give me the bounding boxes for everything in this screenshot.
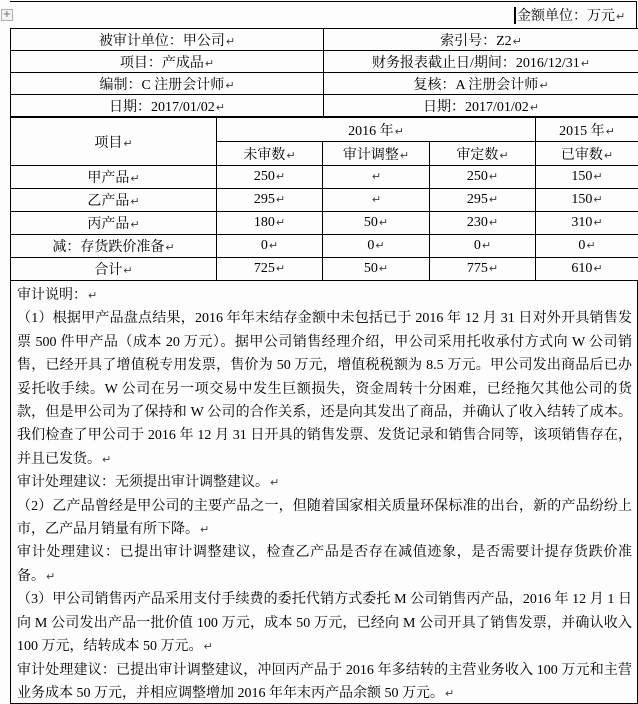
- notes-title[interactable]: 审计说明：↵: [17, 288, 98, 303]
- paragraph-mark-icon: ↵: [378, 216, 389, 229]
- paragraph-mark-icon: ↵: [286, 148, 296, 162]
- paragraph-mark-icon: ↵: [512, 34, 522, 48]
- note-recommendation-3[interactable]: 审计处理建议：已提出审计调整建议，冲回丙产品于 2016 年多结转的主营业务收入 100 万元和主营业务成本 50 万元，并相应调整增加 2016 年年末丙产品余额 50 万元。↵: [17, 662, 632, 701]
- row-name-cell[interactable]: [11, 189, 217, 212]
- paragraph-mark-icon: ↵: [46, 569, 56, 583]
- reviewer-cell[interactable]: [324, 73, 638, 95]
- prepare-date-text: 日期：2017/01/02↵: [109, 99, 225, 115]
- paragraph-mark-icon: ↵: [275, 262, 286, 275]
- info-row: [11, 73, 638, 95]
- info-row: [11, 95, 638, 117]
- preparer-cell[interactable]: [11, 73, 324, 95]
- table-row: [11, 166, 638, 189]
- paragraph-mark-icon: ↵: [488, 262, 499, 275]
- paragraph-mark-icon: ↵: [488, 193, 499, 206]
- prior-audited-header-text: 已审数↵: [560, 147, 614, 163]
- paragraph-mark-icon: ↵: [130, 195, 140, 208]
- adjustment-cell[interactable]: [323, 189, 430, 212]
- paragraph-mark-icon: ↵: [275, 170, 286, 183]
- move-handle-glyph: +: [2, 9, 12, 20]
- value-text: 775↵: [466, 261, 499, 276]
- paragraph-mark-icon: ↵: [130, 172, 140, 185]
- paragraph-mark-icon: ↵: [102, 452, 112, 466]
- table-row: [11, 189, 638, 212]
- adjustment-cell[interactable]: [323, 212, 430, 235]
- determined-header[interactable]: [430, 142, 536, 166]
- note-paragraph-2[interactable]: （2）乙产品曾经是甲公司的主要产品之一，但随着国家相关质量环保标准的出台，新的产品纷纷上市，乙产品月销量有所下降。↵: [17, 498, 632, 538]
- value-text: 150↵: [571, 169, 603, 184]
- paragraph-mark-icon: ↵: [165, 241, 175, 254]
- index-number-cell[interactable]: [324, 29, 638, 51]
- unaudited-header[interactable]: [217, 142, 323, 166]
- value-text: 295↵: [253, 192, 286, 207]
- adjustment-header[interactable]: [323, 142, 430, 166]
- row-name-cell[interactable]: [11, 166, 217, 189]
- paragraph-mark-icon: ↵: [130, 218, 140, 231]
- paragraph-mark-icon: ↵: [481, 239, 492, 252]
- year-2015-text: 2015 年↵: [559, 123, 615, 139]
- prior-audited-cell[interactable]: [536, 258, 638, 281]
- adjustment-cell[interactable]: [323, 166, 430, 189]
- value-text: 50↵: [363, 261, 389, 276]
- paragraph-mark-icon: ↵: [268, 239, 279, 252]
- note-recommendation-1[interactable]: 审计处理建议：无须提出审计调整建议。↵: [17, 475, 280, 491]
- paragraph-mark-icon: ↵: [580, 56, 590, 70]
- unaudited-cell[interactable]: [217, 212, 323, 235]
- row-name-cell[interactable]: [11, 212, 217, 235]
- unaudited-cell[interactable]: [217, 258, 323, 281]
- table-row: [11, 235, 638, 258]
- prior-audited-cell[interactable]: [536, 189, 638, 212]
- adjustment-header-text: 审计调整↵: [342, 147, 410, 163]
- item-header-text: 项目↵: [94, 135, 133, 151]
- value-text: 250↵: [466, 169, 499, 184]
- paragraph-mark-icon: ↵: [603, 148, 614, 162]
- value-text: 0↵: [578, 238, 596, 253]
- paragraph-mark-icon: ↵: [275, 216, 286, 229]
- note-paragraph-1[interactable]: （1）根据甲产品盘点结果，2016 年年末结存金额中未包括已于 2016 年 12 月 31 日对外开具销售发票 500 件甲产品（成本 20 万元）。据甲公司销售经理介绍，甲公司采用托收承付方式向 W 公司销售，已经开具了增值税专用发票，售价为 50 万元，增值税税额为 8.5 万元。甲公司发出商品后已办妥托收手续。W 公司在另一项交易中发生巨额损失，资金周转十分困难，已经拖欠其他公司的货款，但是甲公司为了保持和 W 公司的合作关系，还是向其发出了商品，并确认了收入结转了成本。我们检查了甲公司于 2016 年 12 月 31 日开具的销售发票、发货记录和销售合同等，该项销售存在，并且已发货。↵: [17, 311, 632, 467]
- paragraph-mark-icon: ↵: [593, 262, 603, 275]
- paragraph-mark-icon: ↵: [499, 148, 509, 162]
- year-2015-header[interactable]: [536, 118, 638, 142]
- review-date-text: 日期：2017/01/02↵: [423, 99, 539, 115]
- row-name-text: 合计↵: [94, 263, 133, 278]
- paragraph-mark-icon: ↵: [375, 239, 385, 252]
- paragraph-mark-icon: ↵: [225, 78, 235, 92]
- index-number-text: 索引号：Z2↵: [440, 33, 522, 49]
- value-text: 230↵: [466, 215, 499, 230]
- paragraph-mark-icon: ↵: [593, 216, 603, 229]
- value-text: [371, 169, 381, 184]
- paragraph-mark-icon: ↵: [616, 10, 626, 23]
- determined-cell[interactable]: [430, 258, 536, 281]
- audited-entity-text: 被审计单位：甲公司↵: [98, 33, 236, 49]
- info-row: [11, 51, 638, 73]
- reviewer-text: 复核：A 注册会计师↵: [413, 77, 549, 93]
- preparer-text: 编制：C 注册会计师↵: [99, 77, 235, 93]
- amount-unit-label: 金额单位：万元↵: [517, 9, 626, 24]
- figures-table: [10, 117, 638, 281]
- review-date-cell[interactable]: [324, 95, 638, 117]
- determined-cell[interactable]: [430, 212, 536, 235]
- project-text: 项目：产成品↵: [119, 55, 215, 71]
- paragraph-mark-icon: ↵: [123, 264, 133, 277]
- unaudited-cell[interactable]: [217, 235, 323, 258]
- determined-cell[interactable]: [430, 189, 536, 212]
- table-row-total: [11, 258, 638, 281]
- prepare-date-cell[interactable]: [11, 95, 324, 117]
- value-text: 0↵: [367, 238, 385, 253]
- determined-header-text: 审定数↵: [456, 147, 509, 163]
- value-text: 250↵: [253, 169, 286, 184]
- value-text: [371, 192, 381, 207]
- paragraph-mark-icon: ↵: [399, 148, 410, 162]
- paragraph-mark-icon: ↵: [225, 34, 236, 48]
- value-text: 50↵: [363, 215, 389, 230]
- paragraph-mark-icon: ↵: [88, 289, 98, 302]
- row-name-text: 乙产品↵: [87, 194, 140, 209]
- unaudited-cell[interactable]: [217, 166, 323, 189]
- text-cursor: [514, 7, 516, 24]
- value-text: 150↵: [571, 192, 603, 207]
- right-border-line: [636, 1, 637, 28]
- row-name-cell[interactable]: [11, 258, 217, 281]
- table-row: [11, 212, 638, 235]
- audit-notes-section: [10, 280, 638, 704]
- item-column-header[interactable]: [11, 118, 217, 166]
- paragraph-mark-icon: ↵: [586, 239, 596, 252]
- paragraph-mark-icon: ↵: [203, 640, 213, 654]
- amount-unit-cell[interactable]: [514, 2, 636, 28]
- paragraph-mark-icon: ↵: [371, 170, 382, 183]
- paragraph-mark-icon: ↵: [215, 100, 225, 114]
- row-name-text: 丙产品↵: [87, 217, 140, 232]
- adjustment-cell[interactable]: [323, 235, 430, 258]
- note-recommendation-2[interactable]: 审计处理建议：已提出审计调整建议，检查乙产品是否存在减值迹象，是否需要计提存货跌价准备。↵: [17, 545, 632, 584]
- paragraph-mark-icon: ↵: [488, 216, 499, 229]
- row-name-cell[interactable]: [11, 235, 217, 258]
- paragraph-mark-icon: ↵: [378, 262, 389, 275]
- paragraph-mark-icon: ↵: [275, 193, 286, 206]
- paragraph-mark-icon: ↵: [204, 56, 215, 70]
- table-move-handle-icon[interactable]: [1, 9, 13, 21]
- paragraph-mark-icon: ↵: [200, 523, 210, 537]
- value-text: 310↵: [571, 215, 603, 230]
- value-text: 610↵: [571, 261, 603, 276]
- year-2016-header[interactable]: [217, 118, 536, 142]
- paragraph-mark-icon: ↵: [593, 193, 603, 206]
- paragraph-mark-icon: ↵: [123, 136, 133, 150]
- paragraph-mark-icon: ↵: [605, 124, 615, 138]
- paragraph-mark-icon: ↵: [529, 100, 539, 114]
- unaudited-header-text: 未审数↵: [243, 147, 296, 163]
- prior-audited-header[interactable]: [536, 142, 638, 166]
- value-text: 180↵: [253, 215, 286, 230]
- row-name-text: 甲产品↵: [87, 171, 140, 186]
- paragraph-mark-icon: ↵: [371, 193, 382, 206]
- period-cell[interactable]: [324, 51, 638, 73]
- value-text: 295↵: [466, 192, 499, 207]
- paragraph-mark-icon: ↵: [539, 78, 549, 92]
- row-name-text: 减：存货跌价准备↵: [52, 240, 175, 255]
- paragraph-mark-icon: ↵: [445, 686, 455, 700]
- determined-cell[interactable]: [430, 166, 536, 189]
- note-paragraph-3[interactable]: （3）甲公司销售丙产品采用支付手续费的委托代销方式委托 M 公司销售丙产品，2016 年 12 月 1 日向 M 公司发出产品一批价值 100 万元，成本 50 万元，已经向 M 公司开具了销售发票，并确认收入 100 万元，结转成本 50 万元。↵: [17, 592, 632, 655]
- value-text: 0↵: [473, 238, 492, 253]
- paragraph-mark-icon: ↵: [488, 170, 499, 183]
- prior-audited-cell[interactable]: [536, 235, 638, 258]
- value-text: 0↵: [260, 238, 279, 253]
- determined-cell[interactable]: [430, 235, 536, 258]
- paragraph-mark-icon: ↵: [270, 476, 280, 490]
- info-table: [10, 28, 638, 117]
- paragraph-mark-icon: ↵: [593, 170, 603, 183]
- info-row: [11, 29, 638, 51]
- audited-entity-cell[interactable]: [11, 29, 324, 51]
- project-cell[interactable]: [11, 51, 324, 73]
- value-text: 725↵: [253, 261, 286, 276]
- table-header-row: [11, 118, 638, 142]
- paragraph-mark-icon: ↵: [394, 124, 404, 138]
- prior-audited-cell[interactable]: [536, 166, 638, 189]
- prior-audited-cell[interactable]: [536, 212, 638, 235]
- year-2016-text: 2016 年↵: [348, 123, 404, 139]
- unaudited-cell[interactable]: [217, 189, 323, 212]
- adjustment-cell[interactable]: [323, 258, 430, 281]
- period-text: 财务报表截止日/期间：2016/12/31↵: [372, 55, 590, 71]
